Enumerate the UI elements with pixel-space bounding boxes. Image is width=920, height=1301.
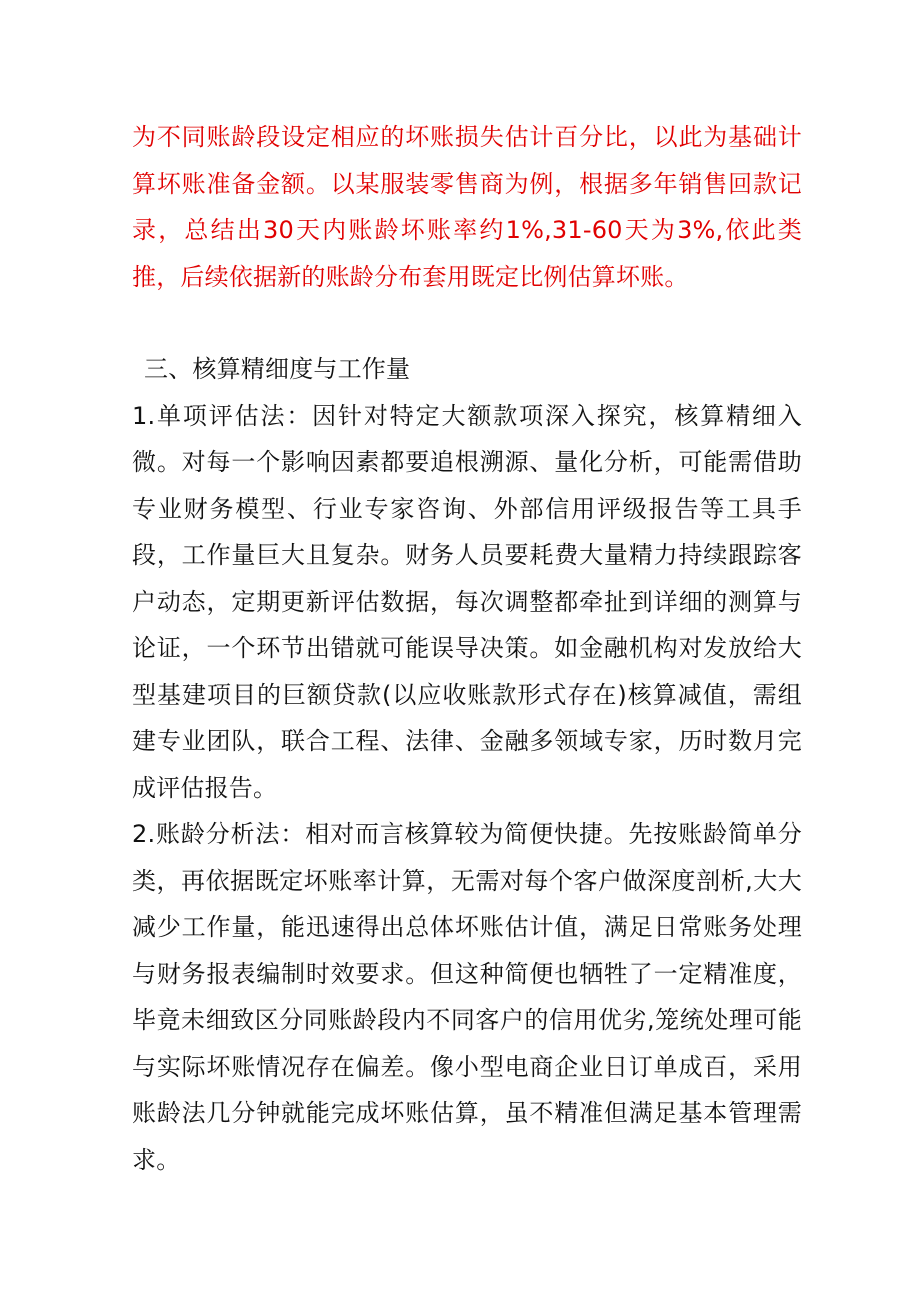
section-heading: 三、核算精细度与工作量 — [144, 355, 411, 383]
list-item-1-number: 1 — [132, 401, 148, 430]
document-body — [132, 114, 802, 1183]
list-item-2-number: 2 — [132, 820, 148, 848]
intro-paragraph: 为不同账龄段设定相应的坏账损失估计百分比，以此为基础计算坏账准备金额。以某服装零售商为例，根据多年销售回款记录，总结出30天内账龄坏账率约1%,31-60天为3%,依此类推，后续依据新的账龄分布套用既定比例估算坏账。 — [132, 123, 802, 291]
list-item-2 — [132, 811, 802, 1183]
list-item-2-text: .账龄分析法：相对而言核算较为简便快捷。先按账龄简单分类，再依据既定坏账率计算，无需对每个客户做深度剖析,大大减少工作量，能迅速得出总体坏账估计值，满足日常账务处理与财务报表编制时效要求。但这种简便也牺牲了一定精准度，毕竟未细致区分同账龄段内不同客户的信用优劣,笼统处理可能与实际坏账情况存在偏差。像小型电商企业日订单成百，采用账龄法几分钟就能完成坏账估算，虽不精准但满足基本管理需求。 — [132, 820, 802, 1174]
list-item-1 — [132, 393, 802, 812]
list-item-1-text: .单项评估法：因针对特定大额款项深入探究，核算精细入微。对每一个影响因素都要追根溯源、量化分析，可能需借助专业财务模型、行业专家咨询、外部信用评级报告等工具手段，工作量巨大且复杂。财务人员要耗费大量精力持续跟踪客户动态，定期更新评估数据，每次调整都牵扯到详细的测算与论证，一个环节出错就可能误导决策。如金融机构对发放给大型基建项目的巨额贷款(以应收账款形式存在)核算减值，需组建专业团队，联合工程、法律、金融多领域专家，历时数月完成评估报告。 — [132, 401, 802, 802]
